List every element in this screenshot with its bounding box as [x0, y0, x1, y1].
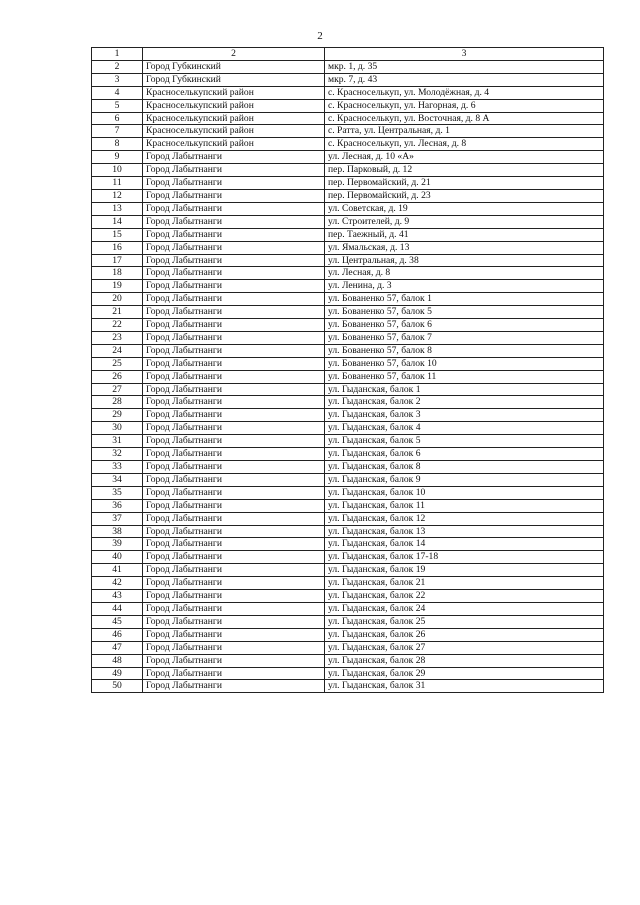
- address-cell: ул. Гыданская, балок 10: [325, 486, 604, 499]
- row-number-cell: 40: [92, 551, 143, 564]
- locality-cell: Город Лабытнанги: [143, 435, 325, 448]
- address-cell: с. Ратта, ул. Центральная, д. 1: [325, 125, 604, 138]
- address-cell: пер. Первомайский, д. 23: [325, 189, 604, 202]
- address-cell: ул. Гыданская, балок 8: [325, 461, 604, 474]
- table-row: [92, 525, 604, 538]
- address-cell: ул. Гыданская, балок 28: [325, 654, 604, 667]
- row-number-cell: 47: [92, 641, 143, 654]
- locality-cell: Город Лабытнанги: [143, 615, 325, 628]
- table-row: [92, 202, 604, 215]
- row-number-cell: 18: [92, 267, 143, 280]
- row-number-cell: 8: [92, 138, 143, 151]
- table-row: [92, 435, 604, 448]
- address-cell: ул. Гыданская, балок 19: [325, 564, 604, 577]
- address-cell: ул. Центральная, д. 38: [325, 254, 604, 267]
- locality-cell: Город Лабытнанги: [143, 577, 325, 590]
- row-number-cell: 4: [92, 86, 143, 99]
- table-row: [92, 577, 604, 590]
- locality-cell: Город Лабытнанги: [143, 383, 325, 396]
- row-number-cell: 29: [92, 409, 143, 422]
- locality-cell: Город Лабытнанги: [143, 590, 325, 603]
- header-cell-locality: 2: [143, 48, 325, 61]
- address-cell: ул. Гыданская, балок 3: [325, 409, 604, 422]
- row-number-cell: 38: [92, 525, 143, 538]
- table-row: [92, 383, 604, 396]
- locality-cell: Красноселькупский район: [143, 125, 325, 138]
- locality-cell: Город Лабытнанги: [143, 512, 325, 525]
- locality-cell: Город Лабытнанги: [143, 473, 325, 486]
- locality-cell: Город Лабытнанги: [143, 319, 325, 332]
- table-row: [92, 551, 604, 564]
- locality-cell: Город Лабытнанги: [143, 164, 325, 177]
- table-row: [92, 331, 604, 344]
- locality-cell: Город Лабытнанги: [143, 177, 325, 190]
- locality-cell: Город Лабытнанги: [143, 667, 325, 680]
- table-row: [92, 189, 604, 202]
- row-number-cell: 41: [92, 564, 143, 577]
- locality-cell: Город Лабытнанги: [143, 499, 325, 512]
- table-row: [92, 422, 604, 435]
- address-cell: ул. Советская, д. 19: [325, 202, 604, 215]
- address-cell: ул. Бованенко 57, балок 1: [325, 293, 604, 306]
- address-cell: с. Красноселькуп, ул. Нагорная, д. 6: [325, 99, 604, 112]
- address-cell: ул. Гыданская, балок 11: [325, 499, 604, 512]
- locality-cell: Город Лабытнанги: [143, 202, 325, 215]
- row-number-cell: 5: [92, 99, 143, 112]
- locality-cell: Город Лабытнанги: [143, 344, 325, 357]
- address-cell: ул. Гыданская, балок 1: [325, 383, 604, 396]
- table-row: [92, 628, 604, 641]
- row-number-cell: 26: [92, 370, 143, 383]
- locality-cell: Город Лабытнанги: [143, 461, 325, 474]
- row-number-cell: 24: [92, 344, 143, 357]
- address-cell: ул. Гыданская, балок 5: [325, 435, 604, 448]
- locality-cell: Красноселькупский район: [143, 99, 325, 112]
- table-row: [92, 615, 604, 628]
- row-number-cell: 37: [92, 512, 143, 525]
- address-cell: мкр. 7, д. 43: [325, 73, 604, 86]
- locality-cell: Красноселькупский район: [143, 138, 325, 151]
- table-row: [92, 86, 604, 99]
- row-number-cell: 33: [92, 461, 143, 474]
- row-number-cell: 36: [92, 499, 143, 512]
- table-row: [92, 241, 604, 254]
- locality-cell: Город Лабытнанги: [143, 538, 325, 551]
- locality-cell: Город Лабытнанги: [143, 331, 325, 344]
- table-row: [92, 293, 604, 306]
- address-cell: ул. Гыданская, балок 26: [325, 628, 604, 641]
- table-row: [92, 164, 604, 177]
- locality-cell: Город Лабытнанги: [143, 409, 325, 422]
- address-cell: ул. Бованенко 57, балок 7: [325, 331, 604, 344]
- address-cell: ул. Бованенко 57, балок 11: [325, 370, 604, 383]
- row-number-cell: 10: [92, 164, 143, 177]
- table-row: [92, 396, 604, 409]
- table-row: [92, 151, 604, 164]
- row-number-cell: 46: [92, 628, 143, 641]
- address-cell: ул. Гыданская, балок 21: [325, 577, 604, 590]
- locality-cell: Город Лабытнанги: [143, 422, 325, 435]
- locality-cell: Город Лабытнанги: [143, 396, 325, 409]
- locality-cell: Город Лабытнанги: [143, 680, 325, 693]
- table-header-row: [92, 48, 604, 61]
- table-row: [92, 177, 604, 190]
- address-cell: ул. Гыданская, балок 22: [325, 590, 604, 603]
- row-number-cell: 6: [92, 112, 143, 125]
- address-cell: ул. Бованенко 57, балок 6: [325, 319, 604, 332]
- address-cell: с. Красноселькуп, ул. Восточная, д. 8 А: [325, 112, 604, 125]
- table-row: [92, 370, 604, 383]
- locality-cell: Город Лабытнанги: [143, 228, 325, 241]
- address-cell: ул. Гыданская, балок 24: [325, 602, 604, 615]
- table-row: [92, 499, 604, 512]
- locality-cell: Город Лабытнанги: [143, 602, 325, 615]
- table-row: [92, 680, 604, 693]
- table-row: [92, 473, 604, 486]
- locality-cell: Город Лабытнанги: [143, 215, 325, 228]
- locality-cell: Город Лабытнанги: [143, 280, 325, 293]
- table-row: [92, 409, 604, 422]
- row-number-cell: 34: [92, 473, 143, 486]
- row-number-cell: 30: [92, 422, 143, 435]
- address-cell: мкр. 1, д. 35: [325, 60, 604, 73]
- locality-cell: Город Лабытнанги: [143, 370, 325, 383]
- row-number-cell: 15: [92, 228, 143, 241]
- address-cell: ул. Бованенко 57, балок 8: [325, 344, 604, 357]
- row-number-cell: 43: [92, 590, 143, 603]
- row-number-cell: 13: [92, 202, 143, 215]
- locality-cell: Город Лабытнанги: [143, 525, 325, 538]
- header-cell-address: 3: [325, 48, 604, 61]
- locality-cell: Город Лабытнанги: [143, 306, 325, 319]
- table-row: [92, 254, 604, 267]
- table-row: [92, 280, 604, 293]
- row-number-cell: 14: [92, 215, 143, 228]
- locality-cell: Город Лабытнанги: [143, 293, 325, 306]
- row-number-cell: 12: [92, 189, 143, 202]
- table-row: [92, 654, 604, 667]
- locality-cell: Город Лабытнанги: [143, 564, 325, 577]
- table-row: [92, 357, 604, 370]
- row-number-cell: 3: [92, 73, 143, 86]
- address-cell: ул. Гыданская, балок 12: [325, 512, 604, 525]
- table-row: [92, 667, 604, 680]
- table-row: [92, 138, 604, 151]
- address-cell: с. Красноселькуп, ул. Молодёжная, д. 4: [325, 86, 604, 99]
- locality-cell: Город Лабытнанги: [143, 241, 325, 254]
- address-table: [91, 47, 604, 693]
- table-row: [92, 344, 604, 357]
- row-number-cell: 32: [92, 448, 143, 461]
- row-number-cell: 35: [92, 486, 143, 499]
- row-number-cell: 25: [92, 357, 143, 370]
- address-table-body: [92, 48, 604, 693]
- table-row: [92, 319, 604, 332]
- row-number-cell: 31: [92, 435, 143, 448]
- address-cell: ул. Гыданская, балок 17-18: [325, 551, 604, 564]
- address-cell: пер. Первомайский, д. 21: [325, 177, 604, 190]
- table-row: [92, 590, 604, 603]
- table-row: [92, 228, 604, 241]
- row-number-cell: 27: [92, 383, 143, 396]
- address-cell: ул. Гыданская, балок 31: [325, 680, 604, 693]
- address-cell: ул. Гыданская, балок 4: [325, 422, 604, 435]
- row-number-cell: 45: [92, 615, 143, 628]
- address-cell: ул. Гыданская, балок 2: [325, 396, 604, 409]
- table-row: [92, 73, 604, 86]
- address-cell: ул. Бованенко 57, балок 5: [325, 306, 604, 319]
- table-row: [92, 125, 604, 138]
- row-number-cell: 16: [92, 241, 143, 254]
- row-number-cell: 20: [92, 293, 143, 306]
- locality-cell: Город Лабытнанги: [143, 448, 325, 461]
- address-cell: ул. Бованенко 57, балок 10: [325, 357, 604, 370]
- row-number-cell: 50: [92, 680, 143, 693]
- table-row: [92, 486, 604, 499]
- table-row: [92, 538, 604, 551]
- row-number-cell: 49: [92, 667, 143, 680]
- address-cell: пер. Таежный, д. 41: [325, 228, 604, 241]
- address-cell: ул. Гыданская, балок 27: [325, 641, 604, 654]
- address-cell: ул. Лесная, д. 8: [325, 267, 604, 280]
- row-number-cell: 9: [92, 151, 143, 164]
- locality-cell: Красноселькупский район: [143, 112, 325, 125]
- table-row: [92, 461, 604, 474]
- locality-cell: Город Губкинский: [143, 73, 325, 86]
- table-row: [92, 512, 604, 525]
- table-row: [92, 641, 604, 654]
- row-number-cell: 22: [92, 319, 143, 332]
- row-number-cell: 39: [92, 538, 143, 551]
- locality-cell: Город Лабытнанги: [143, 357, 325, 370]
- address-cell: ул. Гыданская, балок 14: [325, 538, 604, 551]
- locality-cell: Город Лабытнанги: [143, 641, 325, 654]
- table-row: [92, 60, 604, 73]
- row-number-cell: 2: [92, 60, 143, 73]
- row-number-cell: 19: [92, 280, 143, 293]
- address-cell: ул. Гыданская, балок 9: [325, 473, 604, 486]
- table-row: [92, 448, 604, 461]
- locality-cell: Город Лабытнанги: [143, 189, 325, 202]
- row-number-cell: 28: [92, 396, 143, 409]
- locality-cell: Город Лабытнанги: [143, 551, 325, 564]
- locality-cell: Город Лабытнанги: [143, 151, 325, 164]
- locality-cell: Город Лабытнанги: [143, 254, 325, 267]
- table-row: [92, 306, 604, 319]
- header-cell-number: 1: [92, 48, 143, 61]
- row-number-cell: 23: [92, 331, 143, 344]
- row-number-cell: 21: [92, 306, 143, 319]
- address-cell: пер. Парковый, д. 12: [325, 164, 604, 177]
- address-cell: ул. Ямальская, д. 13: [325, 241, 604, 254]
- table-row: [92, 99, 604, 112]
- locality-cell: Город Лабытнанги: [143, 654, 325, 667]
- address-cell: ул. Строителей, д. 9: [325, 215, 604, 228]
- locality-cell: Город Лабытнанги: [143, 267, 325, 280]
- address-cell: ул. Гыданская, балок 29: [325, 667, 604, 680]
- locality-cell: Город Губкинский: [143, 60, 325, 73]
- row-number-cell: 48: [92, 654, 143, 667]
- row-number-cell: 11: [92, 177, 143, 190]
- address-cell: ул. Гыданская, балок 25: [325, 615, 604, 628]
- table-row: [92, 215, 604, 228]
- row-number-cell: 7: [92, 125, 143, 138]
- locality-cell: Город Лабытнанги: [143, 628, 325, 641]
- row-number-cell: 44: [92, 602, 143, 615]
- address-cell: ул. Гыданская, балок 13: [325, 525, 604, 538]
- table-row: [92, 112, 604, 125]
- locality-cell: Город Лабытнанги: [143, 486, 325, 499]
- address-cell: с. Красноселькуп, ул. Лесная, д. 8: [325, 138, 604, 151]
- address-cell: ул. Ленина, д. 3: [325, 280, 604, 293]
- row-number-cell: 17: [92, 254, 143, 267]
- row-number-cell: 42: [92, 577, 143, 590]
- table-row: [92, 564, 604, 577]
- locality-cell: Красноселькупский район: [143, 86, 325, 99]
- address-cell: ул. Гыданская, балок 6: [325, 448, 604, 461]
- address-cell: ул. Лесная, д. 10 «А»: [325, 151, 604, 164]
- table-row: [92, 267, 604, 280]
- page-number: 2: [317, 30, 323, 42]
- table-row: [92, 602, 604, 615]
